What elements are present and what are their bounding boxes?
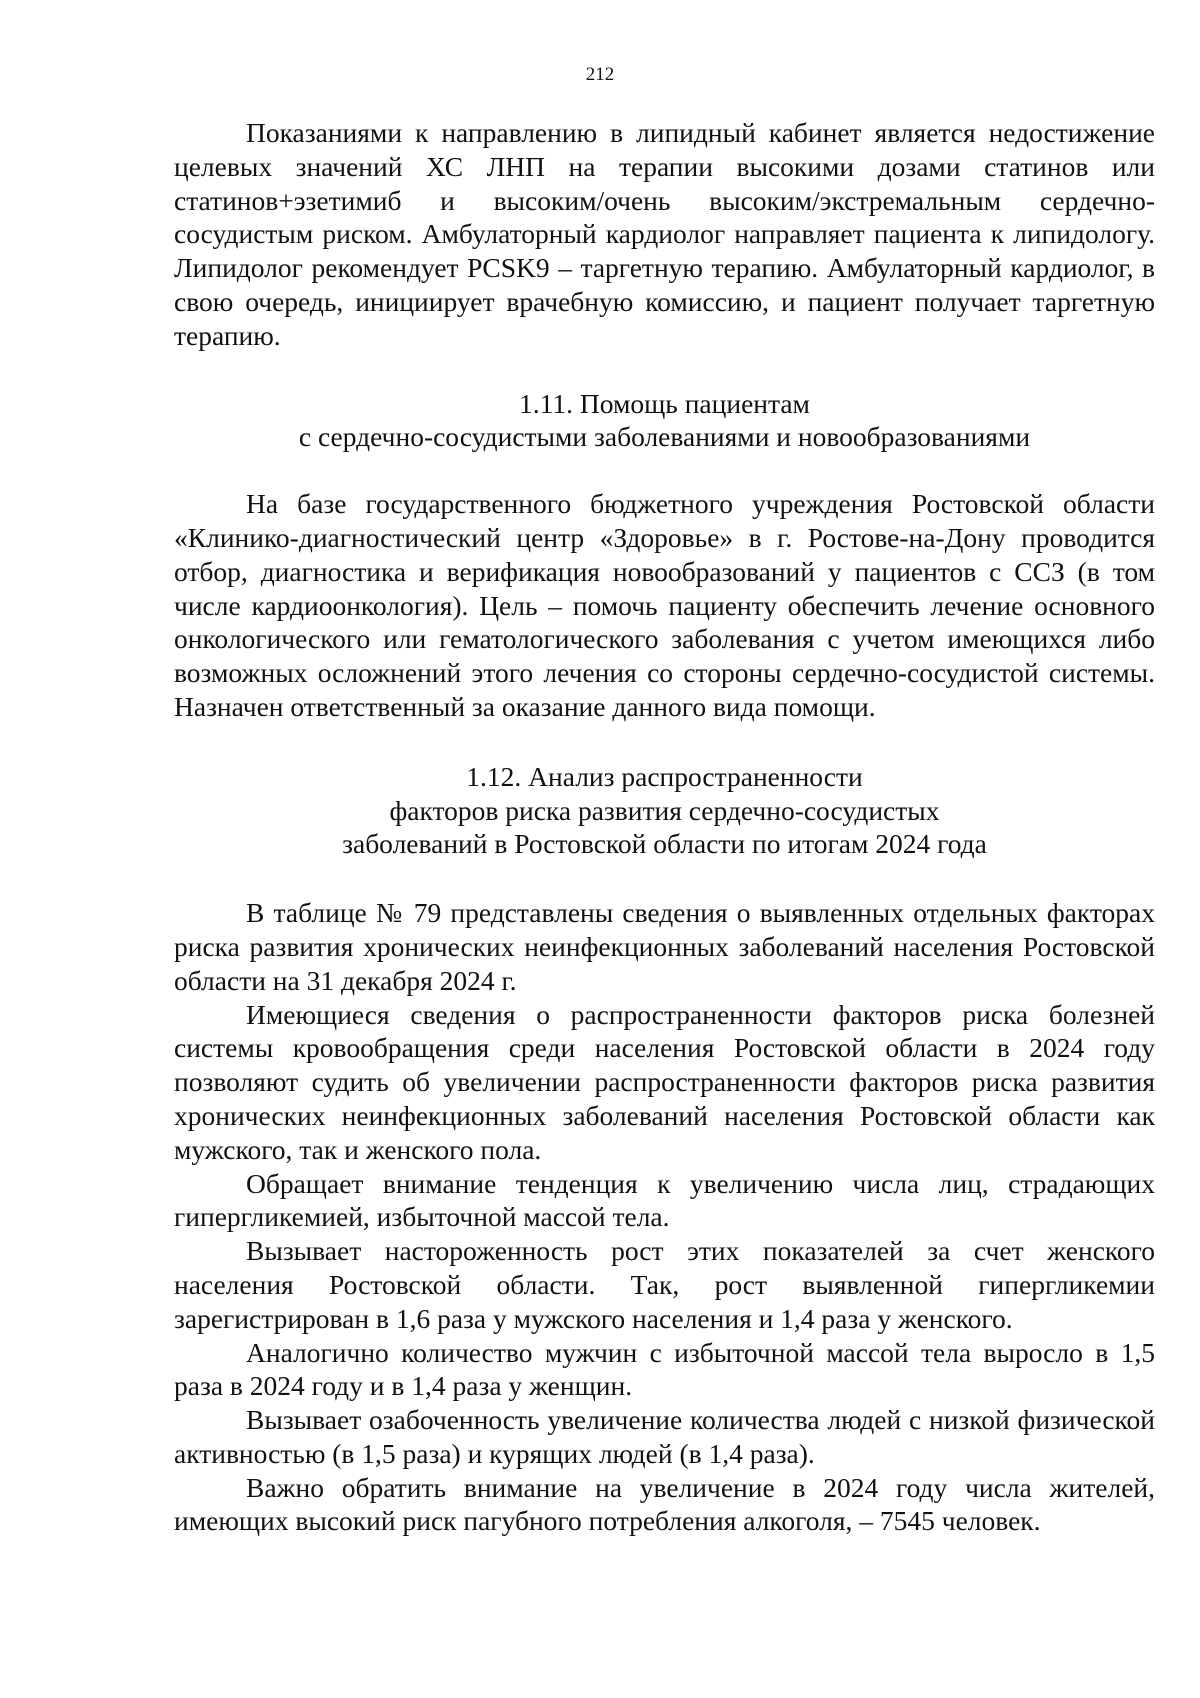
paragraph: Важно обратить внимание на увеличение в 2024 году числа жителей, имеющих высокий риск пагубного потребления алкоголя, – 7545 человек. [174, 1471, 1155, 1537]
heading-line: 1.11. Помощь пациентам [519, 387, 810, 419]
paragraph: Имеющиеся сведения о распространенности факторов риска болезней системы кровообращения среди населения Ростовской области в 2024 году позволяют судить об увеличении распространенности факторов риска развития хронических неинфекционных заболеваний населения Ростовской области как мужского, так и женского пола. [174, 998, 1155, 1165]
document-body [174, 116, 1155, 1538]
paragraph: Аналогично количество мужчин с избыточной массой тела выросло в 1,5 раза в 2024 году и в 1,4 раза у женщин. [174, 1336, 1155, 1402]
spacer [174, 724, 1155, 760]
paragraph: На базе государственного бюджетного учреждения Ростовской области «Клинико-диагностический центр «Здоровье» в г. Ростове-на-Дону проводится отбор, диагностика и верификация новообразований у пациентов с ССЗ (в том числе кардиоонкология). Цель – помочь пациенту обеспечить лечение основного онкологического или гематологического заболевания с учетом имеющихся либо возможных осложнений этого лечения со стороны сердечно-сосудистой системы. Назначен ответственный за оказание данного вида помощи. [174, 488, 1155, 722]
spacer [174, 861, 1155, 896]
paragraph: Показаниями к направлению в липидный кабинет является недостижение целевых значений ХС ЛНП на терапии высокими дозами статинов или статинов+эзетимиб и высоким/очень высоким/экстремальным сердечно-сосудистым риском. Амбулаторный кардиолог направляет пациента к липидологу. Липидолог рекомендует PCSK9 – таргетную терапию. Амбулаторный кардиолог, в свою очередь, инициирует врачебную комиссию, и пациент получает таргетную терапию. [174, 117, 1155, 351]
section-heading-1-12 [174, 760, 1155, 861]
heading-line: 1.12. Анализ распространенности [466, 760, 863, 792]
paragraph: В таблице № 79 представлены сведения о выявленных отдельных факторах риска развития хронических неинфекционных заболеваний населения Ростовской области на 31 декабря 2024 г. [174, 897, 1155, 996]
paragraph: Вызывает озабоченность увеличение количества людей с низкой физической активностью (в 1,5 раза) и курящих людей (в 1,4 раза). [174, 1404, 1155, 1469]
heading-line: факторов риска развития сердечно-сосудистых [389, 794, 940, 826]
heading-line: заболеваний в Ростовской области по итогам 2024 года [342, 828, 987, 860]
spacer [174, 454, 1155, 487]
section-heading-1-11 [174, 387, 1155, 455]
page-number: 212 [585, 64, 615, 85]
heading-line: с сердечно-сосудистыми заболеваниями и новообразованиями [298, 421, 1031, 453]
paragraph: Обращает внимание тенденция к увеличению числа лиц, страдающих гипергликемией, избыточной массой тела. [174, 1167, 1155, 1233]
paragraph: Вызывает настороженность рост этих показателей за счет женского населения Ростовской области. Так, рост выявленной гипергликемии зарегистрирован в 1,6 раза у мужского населения и 1,4 раза у женского. [174, 1235, 1155, 1334]
spacer [174, 353, 1155, 387]
